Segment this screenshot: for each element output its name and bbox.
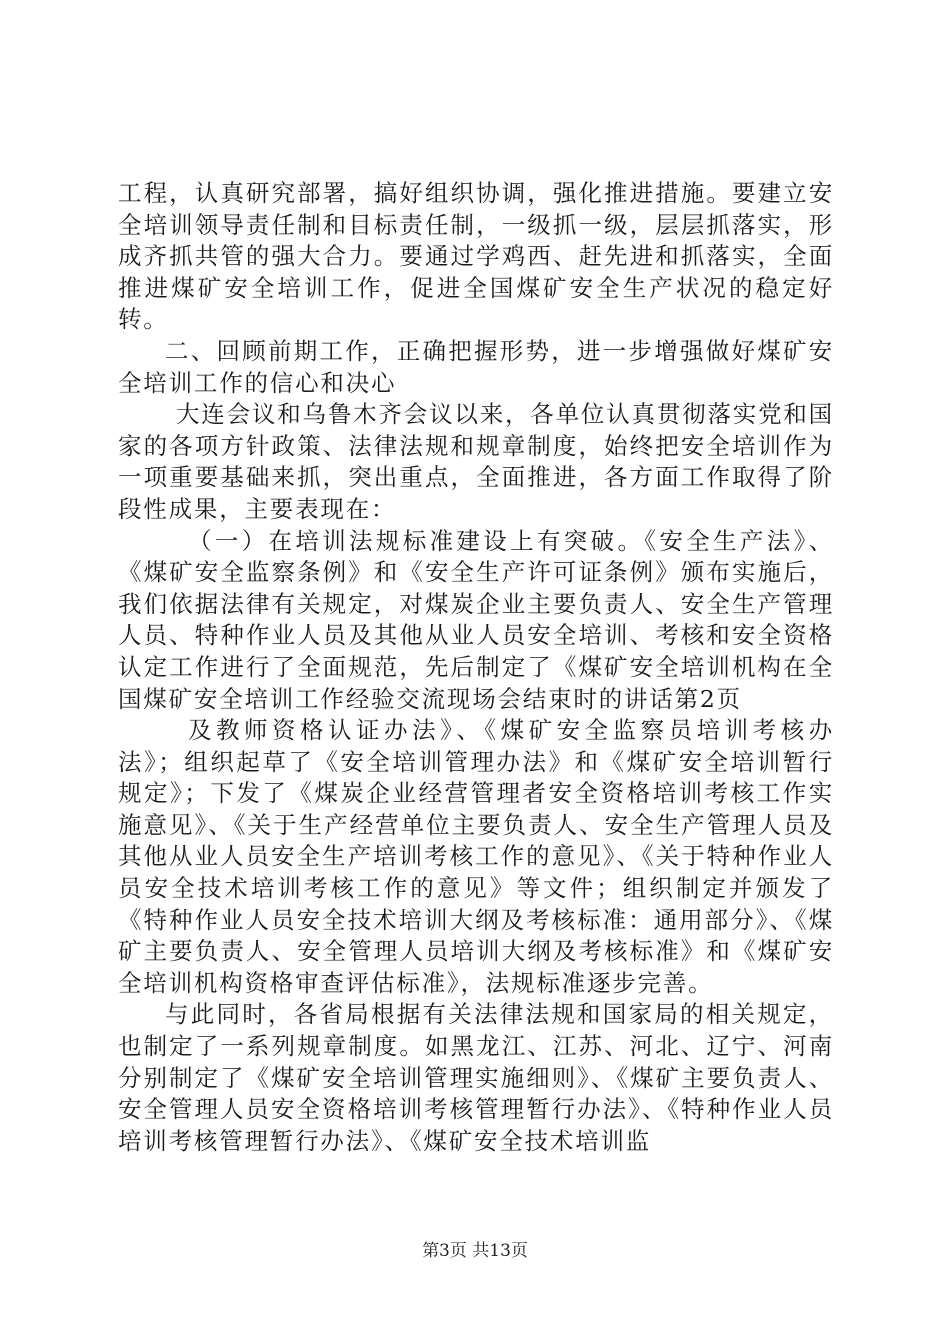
section-heading-2: 二、回顾前期工作，正确把握形势，进一步增强做好煤矿安全培训工作的信心和决心	[118, 336, 834, 397]
paragraph-1: 工程，认真研究部署，搞好组织协调，强化推进措施。要建立安全培训领导责任制和目标责任制，一级抓一级，层层抓落实，形成齐抓共管的强大合力。要通过学鸡西、赶先进和抓落实，全面推进煤矿安全培训工作，促进全国煤矿安全生产状况的稳定好转。	[118, 179, 834, 334]
paragraph-4: （一）在培训法规标准建设上有突破。《安全生产法》、《煤矿安全监察条例》和《安全生产许可证条例》颁布实施后，我们依据法律有关规定，对煤炭企业主要负责人、安全生产管理人员、特种作业人员及其他从业人员安全培训、考核和安全资格认定工作进行了全面规范，先后制定了《煤矿安全培训机构在全国煤矿安全培训工作经验交流现场会结束时的讲话第2页	[118, 526, 834, 713]
paragraph-5: 及教师资格认证办法》、《煤矿安全监察员培训考核办法》；组织起草了《安全培训管理办法》和《煤矿安全培训暂行规定》；下发了《煤炭企业经营管理者安全资格培训考核工作实施意见》、《关于生产经营单位主要负责人、安全生产管理人员及其他从业人员安全生产培训考核工作的意见》、《关于特种作业人员安全技术培训考核工作的意见》等文件；组织制定并颁发了《特种作业人员安全技术培训大纲及考核标准：通用部分》、《煤矿主要负责人、安全管理人员培训大纲及考核标准》和《煤矿安全培训机构资格审查评估标准》，法规标准逐步完善。	[118, 716, 834, 997]
page-number-footer: 第3页 共13页	[422, 1241, 528, 1261]
paragraph-3: 大连会议和乌鲁木齐会议以来，各单位认真贯彻落实党和国家的各项方针政策、法律法规和规章制度，始终把安全培训作为一项重要基础来抓，突出重点，全面推进，各方面工作取得了阶段性成果，主要表现在：	[118, 400, 834, 523]
document-body	[118, 178, 834, 1157]
paragraph-6: 与此同时，各省局根据有关法律法规和国家局的相关规定，也制定了一系列规章制度。如黑龙江、江苏、河北、辽宁、河南分别制定了《煤矿安全培训管理实施细则》、《煤矿主要负责人、安全管理人员安全资格培训考核管理暂行办法》、《特种作业人员培训考核管理暂行办法》、《煤矿安全技术培训监	[118, 1000, 834, 1155]
